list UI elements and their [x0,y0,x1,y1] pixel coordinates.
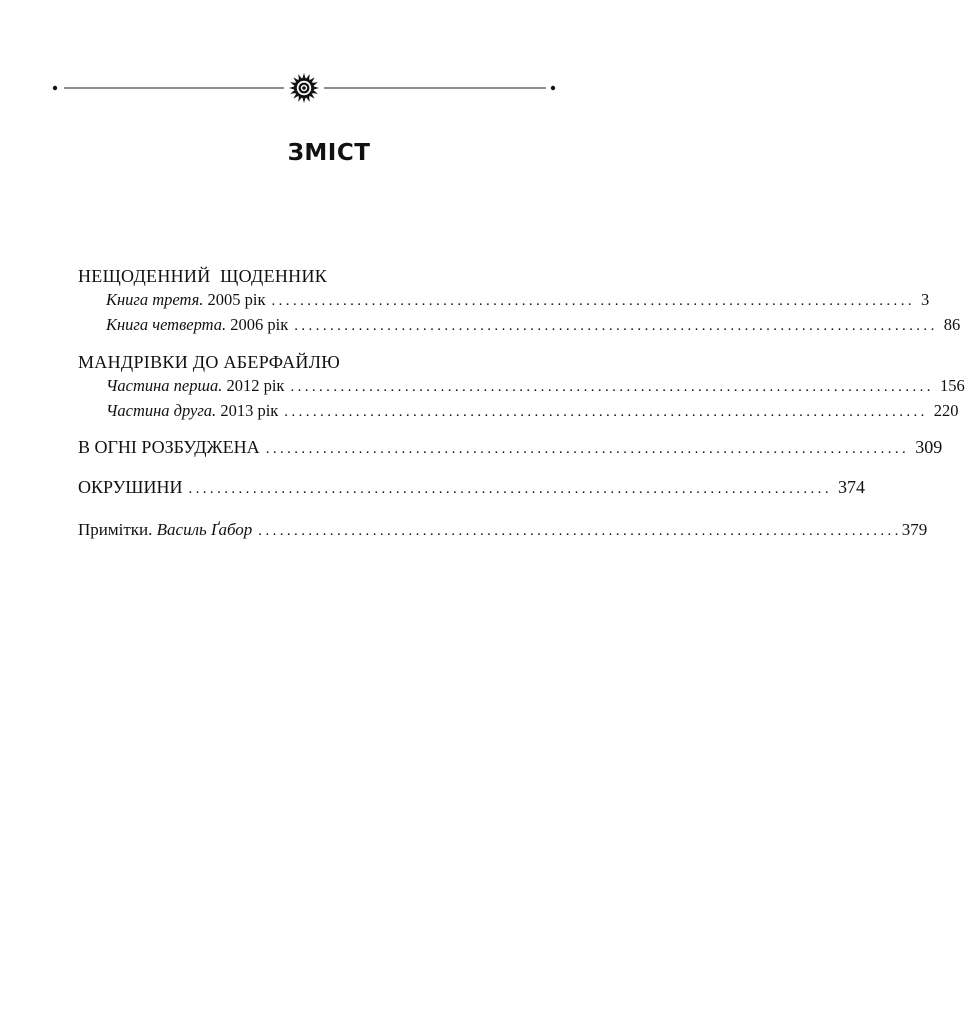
sun-flower-ornament-icon [289,73,319,103]
toc-notes-row[interactable] [78,518,928,543]
entry-page: 379 [901,520,928,539]
entry-year: 2013 рік [216,401,279,420]
toc-part-4-heading: ОКРУШИНИ [78,477,183,497]
toc-part-1-heading: НЕЩОДЕННИЙ ЩОДЕННИК [78,266,328,286]
entry-title: Книга четверта. [106,315,227,334]
ornament-left-dot [53,86,57,90]
dot-leader: .......................................................................................... [294,318,938,334]
entry-page: 156 [939,376,965,395]
dot-leader: .......................................................................................... [271,293,915,309]
ornament-petal [302,97,305,103]
ornament-petal [289,86,295,89]
dot-leader: .......................................................................................... [265,441,910,457]
toc-part-2-heading: МАНДРІВКИ ДО АБЕРФАЙЛЮ [78,352,341,372]
entry-page: 3 [921,290,930,309]
toc-entry[interactable] [78,288,930,313]
entry-year: 2006 рік [226,315,289,334]
toc-entry[interactable] [78,374,965,399]
entry-title: Частина друга. [106,401,217,420]
notes-author: Василь Ґабор [156,520,253,539]
entry-page: 309 [915,437,943,457]
entry-page: 374 [837,477,865,497]
header-ornament [0,70,658,106]
toc-part-3-heading: В ОГНІ РОЗБУДЖЕНА [78,437,260,457]
entry-year: 2005 рік [203,290,266,309]
entry-page: 86 [943,315,961,334]
page-title: ЗМІСТ [287,140,371,166]
table-of-contents [78,264,965,543]
entry-title: Книга третя. [106,290,204,309]
entry-year: 2012 рік [222,376,285,395]
entry-page: 220 [933,401,959,420]
dot-leader: .......................................................................................... [258,523,902,539]
entry-title: Частина перша. [106,376,223,395]
dot-leader: .......................................................................................... [290,379,934,395]
toc-part-4-row[interactable] [78,475,865,501]
toc-entry[interactable] [78,399,959,424]
toc-part-3-row[interactable] [78,435,943,461]
dot-leader: .......................................................................................... [284,404,928,420]
ornament-right-dot [551,86,555,90]
ornament-petal [313,86,319,89]
toc-entry[interactable] [78,313,961,338]
notes-label: Примітки. [78,520,153,539]
ornament-petal [302,73,305,79]
dot-leader: .......................................................................................... [188,481,832,497]
